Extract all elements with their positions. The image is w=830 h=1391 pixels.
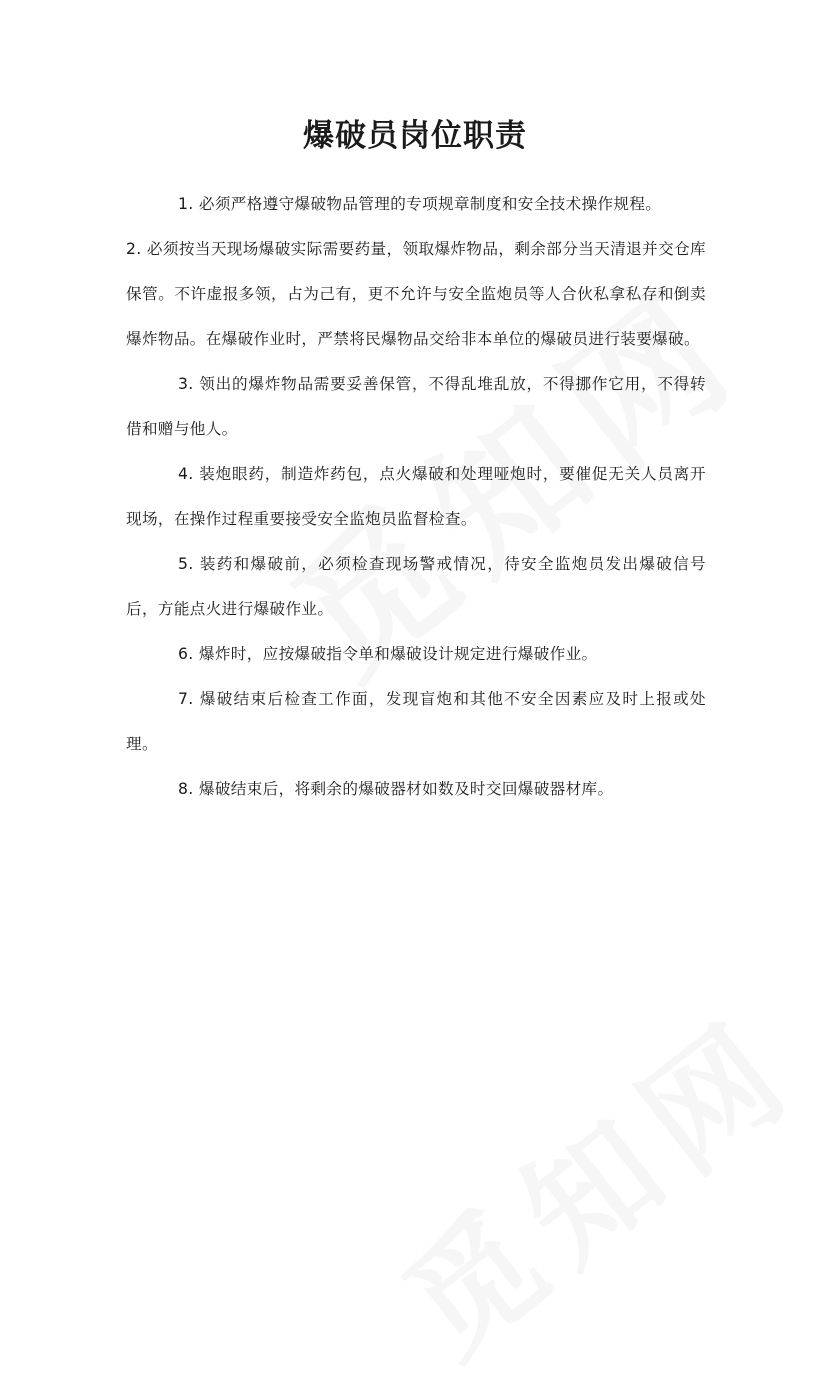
- watermark: [360, 966, 830, 1390]
- paragraph-1: 1. 必须严格遵守爆破物品管理的专项规章制度和安全技术操作规程。: [178, 195, 662, 213]
- paragraph-7: 7. 爆破结束后检查工作面，发现盲炮和其他不安全因素应及时上报或处理。: [126, 690, 706, 753]
- paragraph-5: 5. 装药和爆破前，必须检查现场警戒情况，待安全监炮员发出爆破信号后，方能点火进行爆破作业。: [126, 555, 706, 618]
- document-body: [126, 182, 706, 812]
- paragraph-2: 2. 必须按当天现场爆破实际需要药量，领取爆炸物品，剩余部分当天清退并交仓库保管。不许虚报多领，占为己有，更不允许与安全监炮员等人合伙私拿私存和倒卖爆炸物品。在爆破作业时，严禁将民爆物品交给非本单位的爆破员进行装要爆破。: [126, 240, 706, 348]
- paragraph-6: 6. 爆炸时，应按爆破指令单和爆破设计规定进行爆破作业。: [178, 645, 598, 663]
- paragraph-8: 8. 爆破结束后，将剩余的爆破器材如数及时交回爆破器材库。: [178, 780, 614, 798]
- paragraph-4: 4. 装炮眼药，制造炸药包，点火爆破和处理哑炮时，要催促无关人员离开现场，在操作过程重要接受安全监炮员监督检查。: [126, 465, 706, 528]
- paragraph-3: 3. 领出的爆炸物品需要妥善保管，不得乱堆乱放，不得挪作它用，不得转借和赠与他人。: [126, 375, 706, 438]
- page-title: 爆破员岗位职责: [303, 118, 527, 154]
